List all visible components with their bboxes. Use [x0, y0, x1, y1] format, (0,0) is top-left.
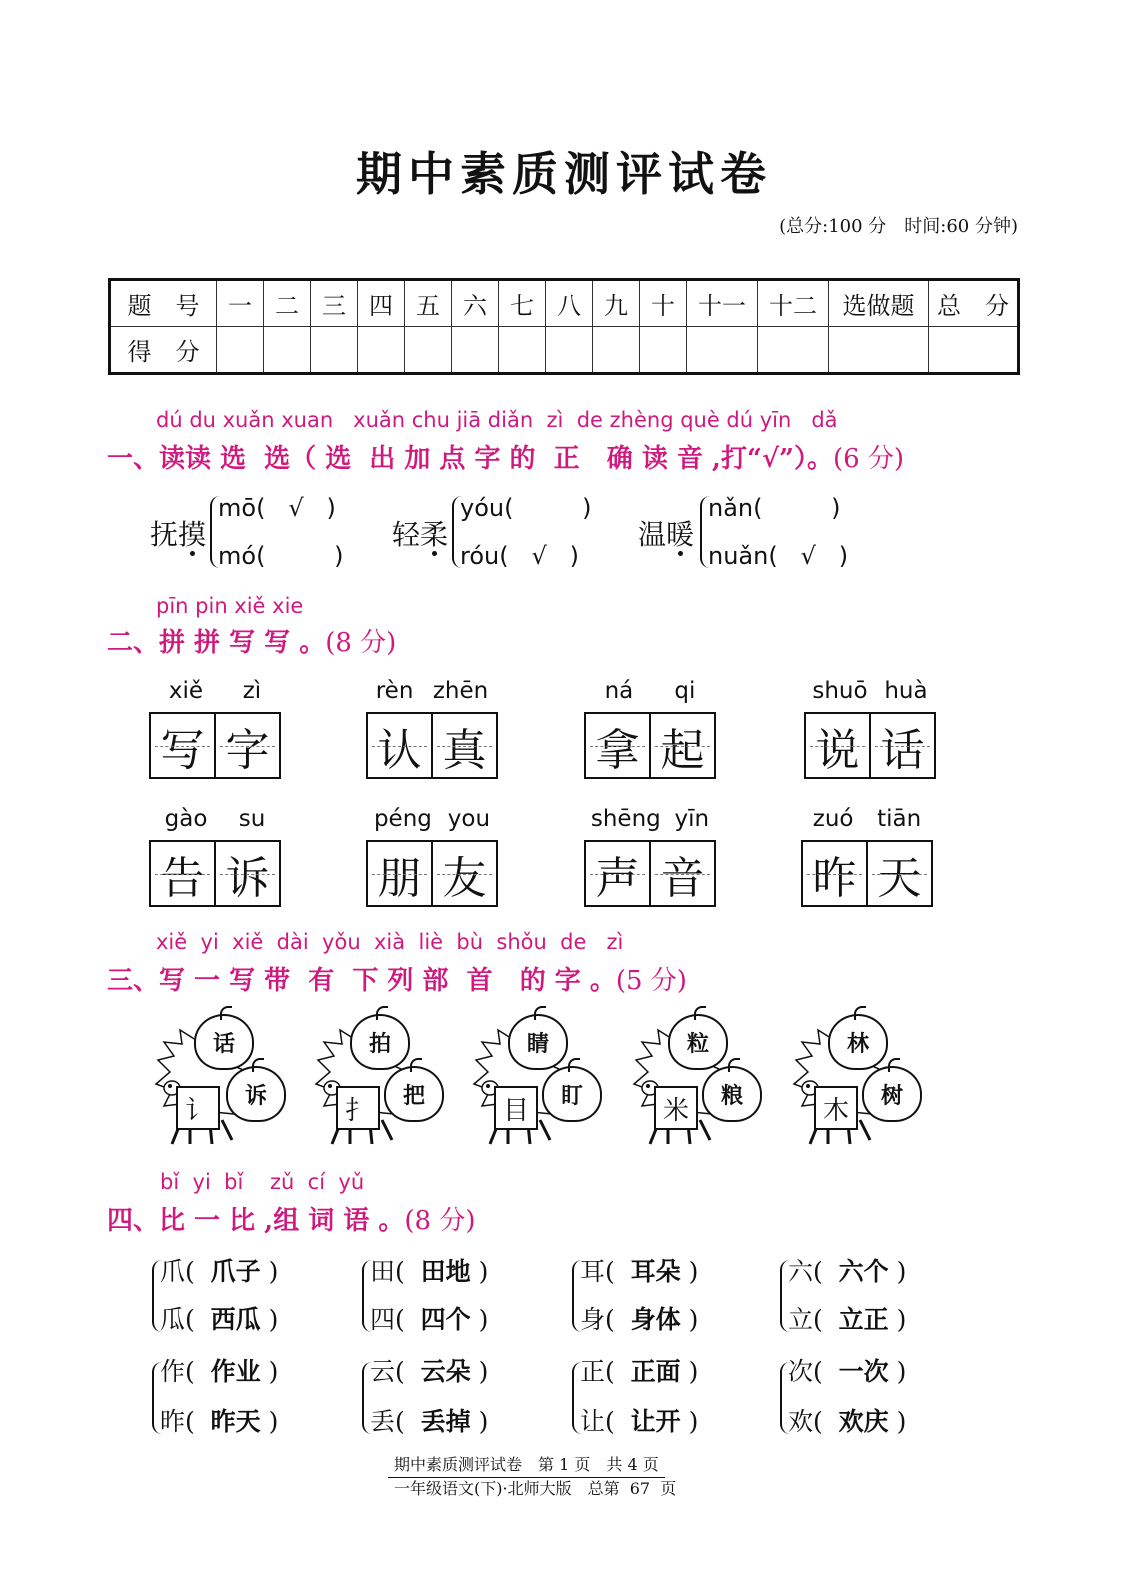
q4-answer[interactable]: 丢掉	[420, 1407, 471, 1436]
apple-char: 粮	[702, 1066, 762, 1122]
pinyin-syllable: tiān	[877, 806, 922, 832]
score-cell[interactable]	[546, 327, 593, 374]
q4-char: 身(	[580, 1305, 615, 1334]
grid-char: 真	[431, 714, 496, 777]
q4-answer[interactable]: 立正	[838, 1305, 889, 1334]
q4-heading	[107, 1200, 475, 1237]
q4-points: (8 分)	[404, 1206, 476, 1236]
apple-char: 树	[862, 1066, 922, 1122]
score-header-cell: 七	[499, 280, 546, 327]
q4-line	[370, 1300, 488, 1336]
q4-answer[interactable]: 正面	[630, 1357, 681, 1386]
score-row-label: 得 分	[110, 327, 217, 374]
apple-char: 睛	[508, 1014, 568, 1070]
q4-char: 耳(	[580, 1257, 615, 1286]
q4-line	[580, 1402, 698, 1438]
footer-edition-info: 一年级语文(下)·北师大版 总第 67 页	[394, 1479, 677, 1498]
hedgehog	[150, 1012, 300, 1152]
score-cell[interactable]	[311, 327, 358, 374]
q4-answer[interactable]: 昨天	[210, 1407, 261, 1436]
apple-char: 话	[194, 1014, 254, 1070]
q4-line	[160, 1402, 278, 1438]
q4-heading-text: 四、比 一 比 ,组 词 语 。	[107, 1206, 405, 1236]
q1-option[interactable]: róu( √ )	[460, 542, 580, 570]
apple-char: 林	[828, 1014, 888, 1070]
q4-char: 爪(	[160, 1257, 195, 1286]
q4-line	[370, 1402, 488, 1438]
q4-answer[interactable]: 爪子	[210, 1257, 261, 1286]
q4-close: )	[268, 1357, 279, 1386]
score-header-cell: 二	[264, 280, 311, 327]
score-cell[interactable]	[758, 327, 829, 374]
grid-char: 写	[151, 714, 214, 777]
grid-char: 说	[806, 714, 869, 777]
q4-answer[interactable]: 一次	[838, 1357, 889, 1386]
score-cell[interactable]	[829, 327, 929, 374]
score-header-cell: 一	[217, 280, 264, 327]
q1-option[interactable]: nǎn( )	[708, 494, 841, 522]
q4-line	[580, 1300, 698, 1336]
pinyin-syllable: shuō	[812, 678, 868, 704]
grid-char: 拿	[586, 714, 649, 777]
q1-word: 轻柔	[392, 518, 449, 551]
hedgehog	[468, 1012, 618, 1152]
q2-pinyin: pīn pin xiě xie	[156, 594, 304, 618]
emphasis-dot	[432, 551, 437, 556]
q1-heading	[107, 438, 904, 475]
grid-char: 诉	[214, 842, 279, 905]
pinyin-syllable: gào	[164, 806, 208, 832]
apple-char: 拍	[350, 1014, 410, 1070]
grid-char: 告	[151, 842, 214, 905]
score-cell[interactable]	[405, 327, 452, 374]
apple-char: 盯	[542, 1066, 602, 1122]
exam-info: (总分:100 分 时间:60 分钟)	[779, 216, 1018, 237]
q4-char: 立(	[788, 1305, 823, 1334]
q4-line	[788, 1252, 906, 1288]
q4-char: 次(	[788, 1357, 823, 1386]
tian-grid[interactable]	[149, 840, 281, 907]
grid-char: 朋	[368, 842, 431, 905]
apple-char: 诉	[226, 1066, 286, 1122]
score-cell[interactable]	[640, 327, 687, 374]
pinyin-syllable: zhēn	[432, 678, 489, 704]
q4-line	[788, 1402, 906, 1438]
q2-heading-text: 二、拼 拼 写 写 。	[107, 628, 326, 658]
q4-close: )	[478, 1257, 489, 1286]
q1-points: (6 分)	[832, 444, 905, 474]
q3-heading	[107, 960, 687, 997]
q4-close: )	[478, 1305, 489, 1334]
pinyin-syllable: péng	[373, 806, 432, 832]
score-value-row	[110, 327, 1019, 374]
pinyin-syllable: rèn	[375, 678, 414, 704]
score-header-cell: 十二	[758, 280, 829, 327]
q4-line	[370, 1252, 488, 1288]
grid-char: 字	[214, 714, 279, 777]
score-cell[interactable]	[593, 327, 640, 374]
q4-answer[interactable]: 西瓜	[210, 1305, 261, 1334]
q1-word: 温暖	[638, 518, 695, 551]
radical-box: 讠	[176, 1086, 220, 1130]
q4-close: )	[268, 1257, 279, 1286]
q4-close: )	[896, 1305, 907, 1334]
score-cell[interactable]	[452, 327, 499, 374]
emphasis-dot	[678, 551, 683, 556]
q1-option[interactable]: mó( )	[218, 542, 344, 570]
hedgehog	[628, 1012, 778, 1152]
q4-close: )	[688, 1305, 699, 1334]
q4-close: )	[688, 1257, 699, 1286]
q4-close: )	[896, 1257, 907, 1286]
q4-answer[interactable]: 让开	[630, 1407, 681, 1436]
pinyin-syllable: ná	[604, 678, 634, 704]
q4-char: 瓜(	[160, 1305, 195, 1334]
apple-char: 粒	[668, 1014, 728, 1070]
pinyin-syllable: huà	[884, 678, 928, 704]
q1-option[interactable]: yóu( )	[460, 494, 592, 522]
q4-line	[160, 1300, 278, 1336]
page-title: 期中素质测评试卷	[356, 147, 772, 201]
grid-char: 起	[649, 714, 714, 777]
pinyin-syllable: yīn	[674, 806, 710, 832]
hedgehog	[788, 1012, 938, 1152]
tian-grid[interactable]	[584, 712, 716, 779]
pinyin-syllable: zì	[242, 678, 262, 704]
tian-grid[interactable]	[584, 840, 716, 907]
grid-char: 音	[649, 842, 714, 905]
q4-char: 云(	[370, 1357, 405, 1386]
score-cell[interactable]	[217, 327, 264, 374]
score-header-cell: 选做题	[829, 280, 929, 327]
q1-option[interactable]: nuǎn( √ )	[708, 542, 849, 570]
q4-answer[interactable]: 田地	[420, 1257, 471, 1286]
q4-char: 六(	[788, 1257, 823, 1286]
score-cell[interactable]	[929, 327, 1019, 374]
q4-answer[interactable]: 云朵	[420, 1357, 471, 1386]
radical-box: 扌	[336, 1086, 380, 1130]
q4-answer[interactable]: 六个	[838, 1257, 889, 1286]
tian-grid[interactable]	[149, 712, 281, 779]
q2-points: (8 分)	[325, 628, 397, 658]
q4-close: )	[688, 1357, 699, 1386]
grid-char: 认	[368, 714, 431, 777]
score-header-cell: 三	[311, 280, 358, 327]
pinyin-syllable: you	[447, 806, 491, 832]
score-header-cell: 八	[546, 280, 593, 327]
pinyin-syllable: qi	[674, 678, 696, 704]
tian-grid[interactable]	[804, 712, 936, 779]
q4-line	[580, 1352, 698, 1388]
pinyin-syllable: shēng	[590, 806, 661, 832]
q4-answer[interactable]: 作业	[210, 1357, 261, 1386]
q4-pinyin: bǐ yi bǐ zǔ cí yǔ	[160, 1170, 365, 1194]
q4-char: 正(	[580, 1357, 615, 1386]
q4-close: )	[688, 1407, 699, 1436]
q4-close: )	[268, 1305, 279, 1334]
score-header-cell: 四	[358, 280, 405, 327]
score-header-cell: 六	[452, 280, 499, 327]
q4-close: )	[478, 1407, 489, 1436]
grid-char: 天	[866, 842, 931, 905]
q4-answer[interactable]: 耳朵	[630, 1257, 681, 1286]
q4-char: 四(	[370, 1305, 405, 1334]
radical-box: 木	[814, 1086, 858, 1130]
score-cell[interactable]	[264, 327, 311, 374]
q4-char: 昨(	[160, 1407, 195, 1436]
pinyin-syllable: zuó	[812, 806, 854, 832]
q1-word: 抚摸	[150, 518, 207, 551]
q4-answer[interactable]: 欢庆	[838, 1407, 889, 1436]
q3-heading-text: 三、写 一 写 带 有 下 列 部 首 的 字 。	[107, 966, 616, 996]
tian-grid[interactable]	[801, 840, 933, 907]
tian-grid[interactable]	[366, 840, 498, 907]
score-table	[108, 278, 1020, 375]
emphasis-dot	[190, 551, 195, 556]
score-header-cell: 十	[640, 280, 687, 327]
radical-box: 米	[654, 1086, 698, 1130]
score-header-cell: 十一	[687, 280, 758, 327]
q4-line	[160, 1352, 278, 1388]
q4-char: 让(	[580, 1407, 615, 1436]
q3-pinyin: xiě yi xiě dài yǒu xià liè bù shǒu de zì	[156, 930, 624, 954]
grid-char: 声	[586, 842, 649, 905]
grid-char: 友	[431, 842, 496, 905]
score-header-cell: 总 分	[929, 280, 1019, 327]
q4-close: )	[268, 1407, 279, 1436]
score-cell[interactable]	[358, 327, 405, 374]
q1-heading-text: 一、读读 选 选（ 选 出 加 点 字 的 正 确 读 音 ,打“√”）。	[107, 444, 833, 474]
q4-close: )	[478, 1357, 489, 1386]
q4-char: 作(	[160, 1357, 195, 1386]
q4-close: )	[896, 1407, 907, 1436]
q4-answer[interactable]: 四个	[420, 1305, 471, 1334]
apple-char: 把	[384, 1066, 444, 1122]
q4-line	[788, 1352, 906, 1388]
q4-char: 丢(	[370, 1407, 405, 1436]
tian-grid[interactable]	[366, 712, 498, 779]
pinyin-syllable: xiě	[168, 678, 203, 704]
q4-line	[370, 1352, 488, 1388]
score-cell[interactable]	[687, 327, 758, 374]
grid-char: 昨	[803, 842, 866, 905]
radical-box: 目	[494, 1086, 538, 1130]
q4-line	[160, 1252, 278, 1288]
hedgehog	[310, 1012, 460, 1152]
score-cell[interactable]	[499, 327, 546, 374]
q4-close: )	[896, 1357, 907, 1386]
q4-line	[580, 1252, 698, 1288]
q1-option[interactable]: mō( √ )	[218, 494, 336, 522]
score-header-cell: 九	[593, 280, 640, 327]
q4-line	[788, 1300, 906, 1336]
grid-char: 话	[869, 714, 934, 777]
pinyin-syllable: su	[238, 806, 266, 832]
score-header-row	[110, 280, 1019, 327]
score-header-cell: 五	[405, 280, 452, 327]
q1-pinyin: dú du xuǎn xuan xuǎn chu jiā diǎn zì de zhèng què dú yīn dǎ	[156, 408, 838, 432]
score-header-cell: 题 号	[110, 280, 217, 327]
q4-answer[interactable]: 身体	[630, 1305, 681, 1334]
q4-char: 欢(	[788, 1407, 823, 1436]
q4-char: 田(	[370, 1257, 405, 1286]
q2-heading	[107, 622, 396, 659]
q3-points: (5 分)	[615, 966, 687, 996]
footer-page-info: 期中素质测评试卷 第 1 页 共 4 页	[388, 1452, 665, 1478]
